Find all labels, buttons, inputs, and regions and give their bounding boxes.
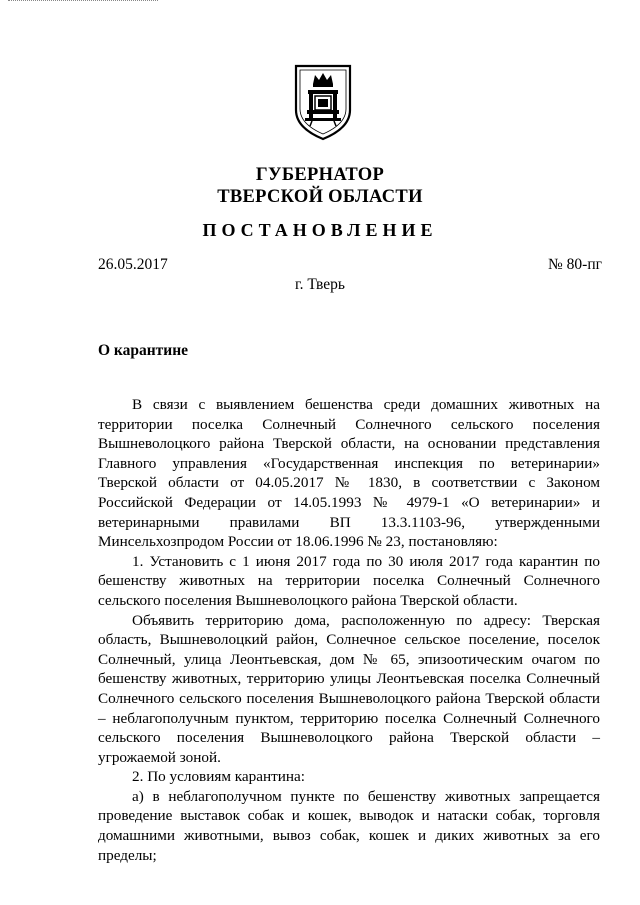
org-title-line2: ТВЕРСКОЙ ОБЛАСТИ — [217, 187, 423, 207]
doc-subject: О карантине — [98, 342, 189, 359]
paragraph: В связи с выявлением бешенства среди домашних животных на территории поселка Солнечный Солнечного сельского поселения Вышневолоцкого района Тверской области, на основании представления Главного управления «Государственная инспекция по ветеринарии» Тверской области от 04.05.2017 № 1830, в соответствии с Законом Российской Федерации от 14.05.1993 № 4979-1 «О ветеринарии» и ветеринарными правилами ВП 13.3.1103-96, утвержденными Минсельхозпродом России от 18.06.1996 № 23, постановляю: — [98, 396, 600, 551]
doc-city: г. Тверь — [295, 276, 345, 293]
coat-of-arms-icon — [292, 62, 354, 142]
doc-date: 26.05.2017 — [98, 256, 168, 273]
doc-number: № 80-пг — [548, 256, 602, 273]
doc-body — [98, 395, 600, 865]
paragraph: 1. Установить с 1 июня 2017 года по 30 июля 2017 года карантин по бешенству животных на территории поселка Солнечный Солнечного сельского поселения Вышневолоцкого района Тверской области. — [98, 552, 600, 609]
paragraph: Объявить территорию дома, расположенную по адресу: Тверская область, Вышневолоцкий район, Солнечное сельское поселение, поселок Солнечный, улица Леонтьевская, дом № 65, эпизоотическим очагом по бешенству животных, территорию улицы Леонтьевская поселка Солнечный Солнечного сельского поселения Вышневолоцкого района Тверской области – неблагополучным пунктом, территорию поселка Солнечный Солнечного сельского поселения Вышневолоцкого района Тверской области – угрожаемой зоной. — [98, 611, 600, 766]
scan-artifact-line — [8, 0, 158, 2]
paragraph: 2. По условиям карантина: — [132, 768, 305, 786]
doc-type-heading: ПОСТАНОВЛЕНИЕ — [202, 220, 438, 240]
org-title-line1: ГУБЕРНАТОР — [255, 165, 385, 185]
paragraph: а) в неблагополучном пункте по бешенству животных запрещается проведение выставок собак и кошек, выводок и натаски собак, торговля домашними животными, вывоз собак, кошек и диких животных за его пределы; — [98, 787, 600, 864]
